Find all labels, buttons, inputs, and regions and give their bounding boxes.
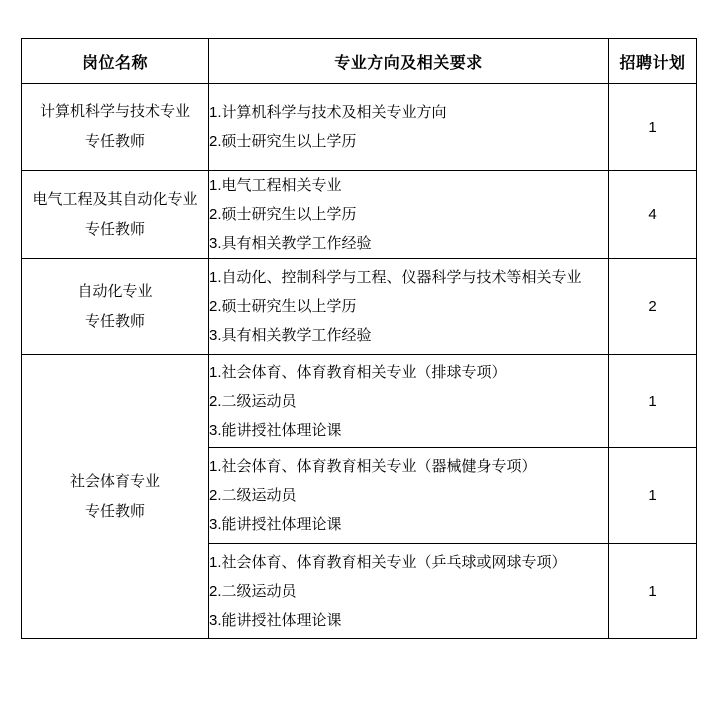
requirements-cell [209,544,609,639]
position-title: 专任教师 [84,133,145,150]
requirement-item: 3.具有相关教学工作经验 [209,235,372,252]
requirements-cell [209,84,609,171]
requirements-cell [209,448,609,544]
table-header-row [22,39,697,84]
position-title: 专任教师 [84,220,145,238]
plan-count-cell: 1 [609,355,697,448]
requirement-item: 2.二级运动员 [209,392,297,410]
requirement-item: 2.二级运动员 [209,582,297,600]
position-title: 专任教师 [84,502,145,520]
position-cell [22,171,209,259]
recruitment-table [21,38,697,639]
plan-count-cell: 1 [609,544,697,639]
requirements-cell [209,171,609,259]
requirement-item: 2.硕士研究生以上学历 [209,206,357,223]
table-row [22,171,697,259]
table-row [22,355,697,448]
header-position: 岗位名称 [22,39,209,84]
requirement-item: 1.社会体育、体育教育相关专业（排球专项） [209,363,507,381]
requirement-item: 1.社会体育、体育教育相关专业（乒乓球或网球专项） [209,553,567,571]
requirement-item: 2.硕士研究生以上学历 [209,133,357,150]
table-row [22,84,697,171]
plan-count-cell: 4 [609,171,697,259]
position-name: 社会体育专业 [69,472,160,490]
plan-count-cell: 1 [609,448,697,544]
position-cell [22,84,209,171]
position-title: 专任教师 [84,312,145,330]
requirement-item: 2.二级运动员 [209,487,297,504]
requirement-item: 1.计算机科学与技术及相关专业方向 [209,104,447,121]
requirements-cell [209,259,609,355]
requirement-item: 3.能讲授社体理论课 [209,611,342,629]
header-plan: 招聘计划 [609,39,697,84]
position-name: 自动化专业 [77,282,153,300]
position-name: 电气工程及其自动化专业 [32,190,198,208]
table-row [22,259,697,355]
requirement-item: 1.社会体育、体育教育相关专业（器械健身专项） [209,458,537,475]
plan-count-cell: 1 [609,84,697,171]
requirement-item: 3.具有相关教学工作经验 [209,327,372,344]
position-cell [22,259,209,355]
position-name: 计算机科学与技术专业 [39,103,190,120]
requirement-item: 1.自动化、控制科学与工程、仪器科学与技术等相关专业 [209,269,582,286]
requirement-item: 2.硕士研究生以上学历 [209,298,357,315]
requirements-cell [209,355,609,448]
requirement-item: 1.电气工程相关专业 [209,177,342,194]
plan-count-cell: 2 [609,259,697,355]
requirement-item: 3.能讲授社体理论课 [209,421,342,439]
position-cell-merged [22,355,209,639]
header-requirements: 专业方向及相关要求 [209,39,609,84]
requirement-item: 3.能讲授社体理论课 [209,516,342,533]
